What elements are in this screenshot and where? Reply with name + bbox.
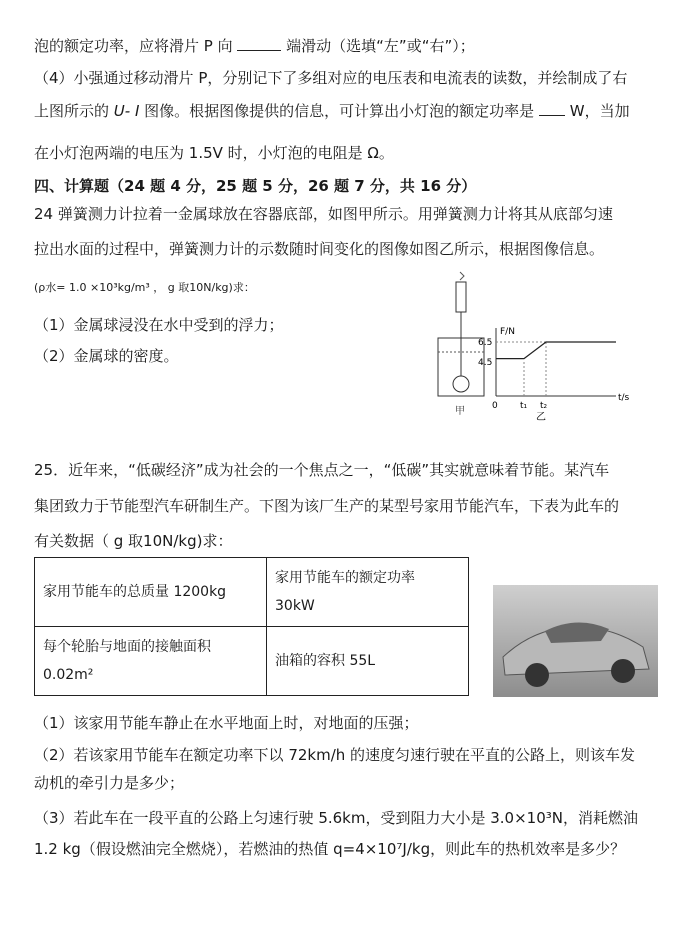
hand-icon: [460, 272, 464, 280]
table-cell: [35, 627, 267, 696]
y-axis-label: F/N: [500, 327, 515, 337]
q23-text-b: 端滑动（选填“左”或“右”）；: [286, 37, 475, 55]
q23-4-text-a: 上图所示的: [34, 102, 110, 120]
table-row: [35, 627, 469, 696]
cell-text: 家用节能车的额定功率 30kW: [275, 570, 415, 614]
q23-4-line-3: 在小灯泡两端的电压为 1.5V 时，小灯泡的电阻是 Ω。: [34, 144, 394, 162]
x-tick-label: 0: [492, 401, 498, 411]
q25-sub-3-line-1: （3）若此车在一段平直的公路上匀速行驶 5.6km，受到阻力大小是 3.0×10³N，消耗燃油: [34, 809, 638, 827]
answer-blank: [237, 36, 281, 51]
q24-line-1: 24 弹簧测力计拉着一金属球放在容器底部，如图甲所示。用弹簧测力计将其从底部匀速: [34, 205, 613, 223]
q23-4-text-b: 图像。根据图像提供的信息，可计算出小灯泡的额定功率是: [144, 102, 535, 120]
q25-line-2: 集团致力于节能型汽车研制生产。下图为该厂生产的某型号家用节能汽车，下表为此车的: [34, 497, 620, 515]
cell-text: 每个轮胎与地面的接触面积 0.02m²: [43, 639, 211, 683]
q24-given: (ρ水= 1.0 ×10³kg/m³ ， g 取10N/kg)求：: [34, 281, 255, 294]
ui-symbol: U- I: [113, 102, 140, 120]
car-photo: [493, 585, 658, 697]
table-cell: [267, 558, 469, 627]
section-title: 四、计算题（24 题 4 分，25 题 5 分，26 题 7 分，共 16 分）: [34, 177, 477, 195]
q23-4-text-c: W，当加: [569, 102, 630, 120]
car-icon: [493, 585, 658, 697]
q25-sub-2-line-1: （2）若该家用节能车在额定功率下以 72km/h 的速度匀速行驶在平直的公路上，则该车发: [34, 746, 636, 764]
q25-sub-1: （1）该家用节能车静止在水平地面上时，对地面的压强；: [34, 714, 419, 732]
q25-line-1: 25．近年来，“低碳经济”成为社会的一个焦点之一，“低碳”其实就意味着节能。某汽车: [34, 461, 610, 479]
q25-sub-3-line-2: 1.2 kg（假设燃油完全燃烧），若燃油的热值 q=4×10⁷J/kg，则此车的热机效率是多少？: [34, 840, 626, 858]
table-cell: 家用节能车的总质量 1200kg: [35, 558, 267, 627]
q24-sub-2: （2）金属球的密度。: [34, 347, 179, 365]
x-tick-label: t₁: [520, 401, 528, 411]
figure-b-label: 乙: [536, 412, 546, 422]
car-data-table: [34, 557, 469, 696]
table-row: [35, 558, 469, 627]
y-tick-label: 6.5: [478, 338, 493, 348]
answer-blank: [539, 101, 565, 116]
table-cell: 油箱的容积 55L: [267, 627, 469, 696]
q25-line-3: 有关数据（ g 取10N/kg)求：: [34, 532, 233, 550]
q23-4-line-2: [34, 101, 630, 121]
q23-line-1: [34, 36, 475, 56]
q24-line-2: 拉出水面的过程中，弹簧测力计的示数随时间变化的图像如图乙所示，根据图像信息。: [34, 240, 605, 258]
q25-sub-2-line-2: 动机的牵引力是多少；: [34, 774, 185, 792]
x-tick-label: t₂: [540, 401, 548, 411]
q23-4-line-1: （4）小强通过移动滑片 P，分别记下了多组对应的电压表和电流表的读数，并绘制成了右: [34, 69, 628, 87]
q23-text-a: 泡的额定功率，应将滑片 P 向: [34, 37, 233, 55]
metal-ball: [453, 376, 469, 392]
q24-sub-1: （1）金属球浸没在水中受到的浮力；: [34, 316, 284, 334]
ft-chart: [476, 322, 636, 422]
series-line-group: [496, 342, 616, 359]
figure-a-label: 甲: [455, 406, 465, 417]
spring-scale: [456, 282, 466, 312]
x-axis-label: t/s: [618, 393, 630, 403]
y-tick-label: 4.5: [478, 358, 493, 368]
series-line: [496, 342, 616, 359]
